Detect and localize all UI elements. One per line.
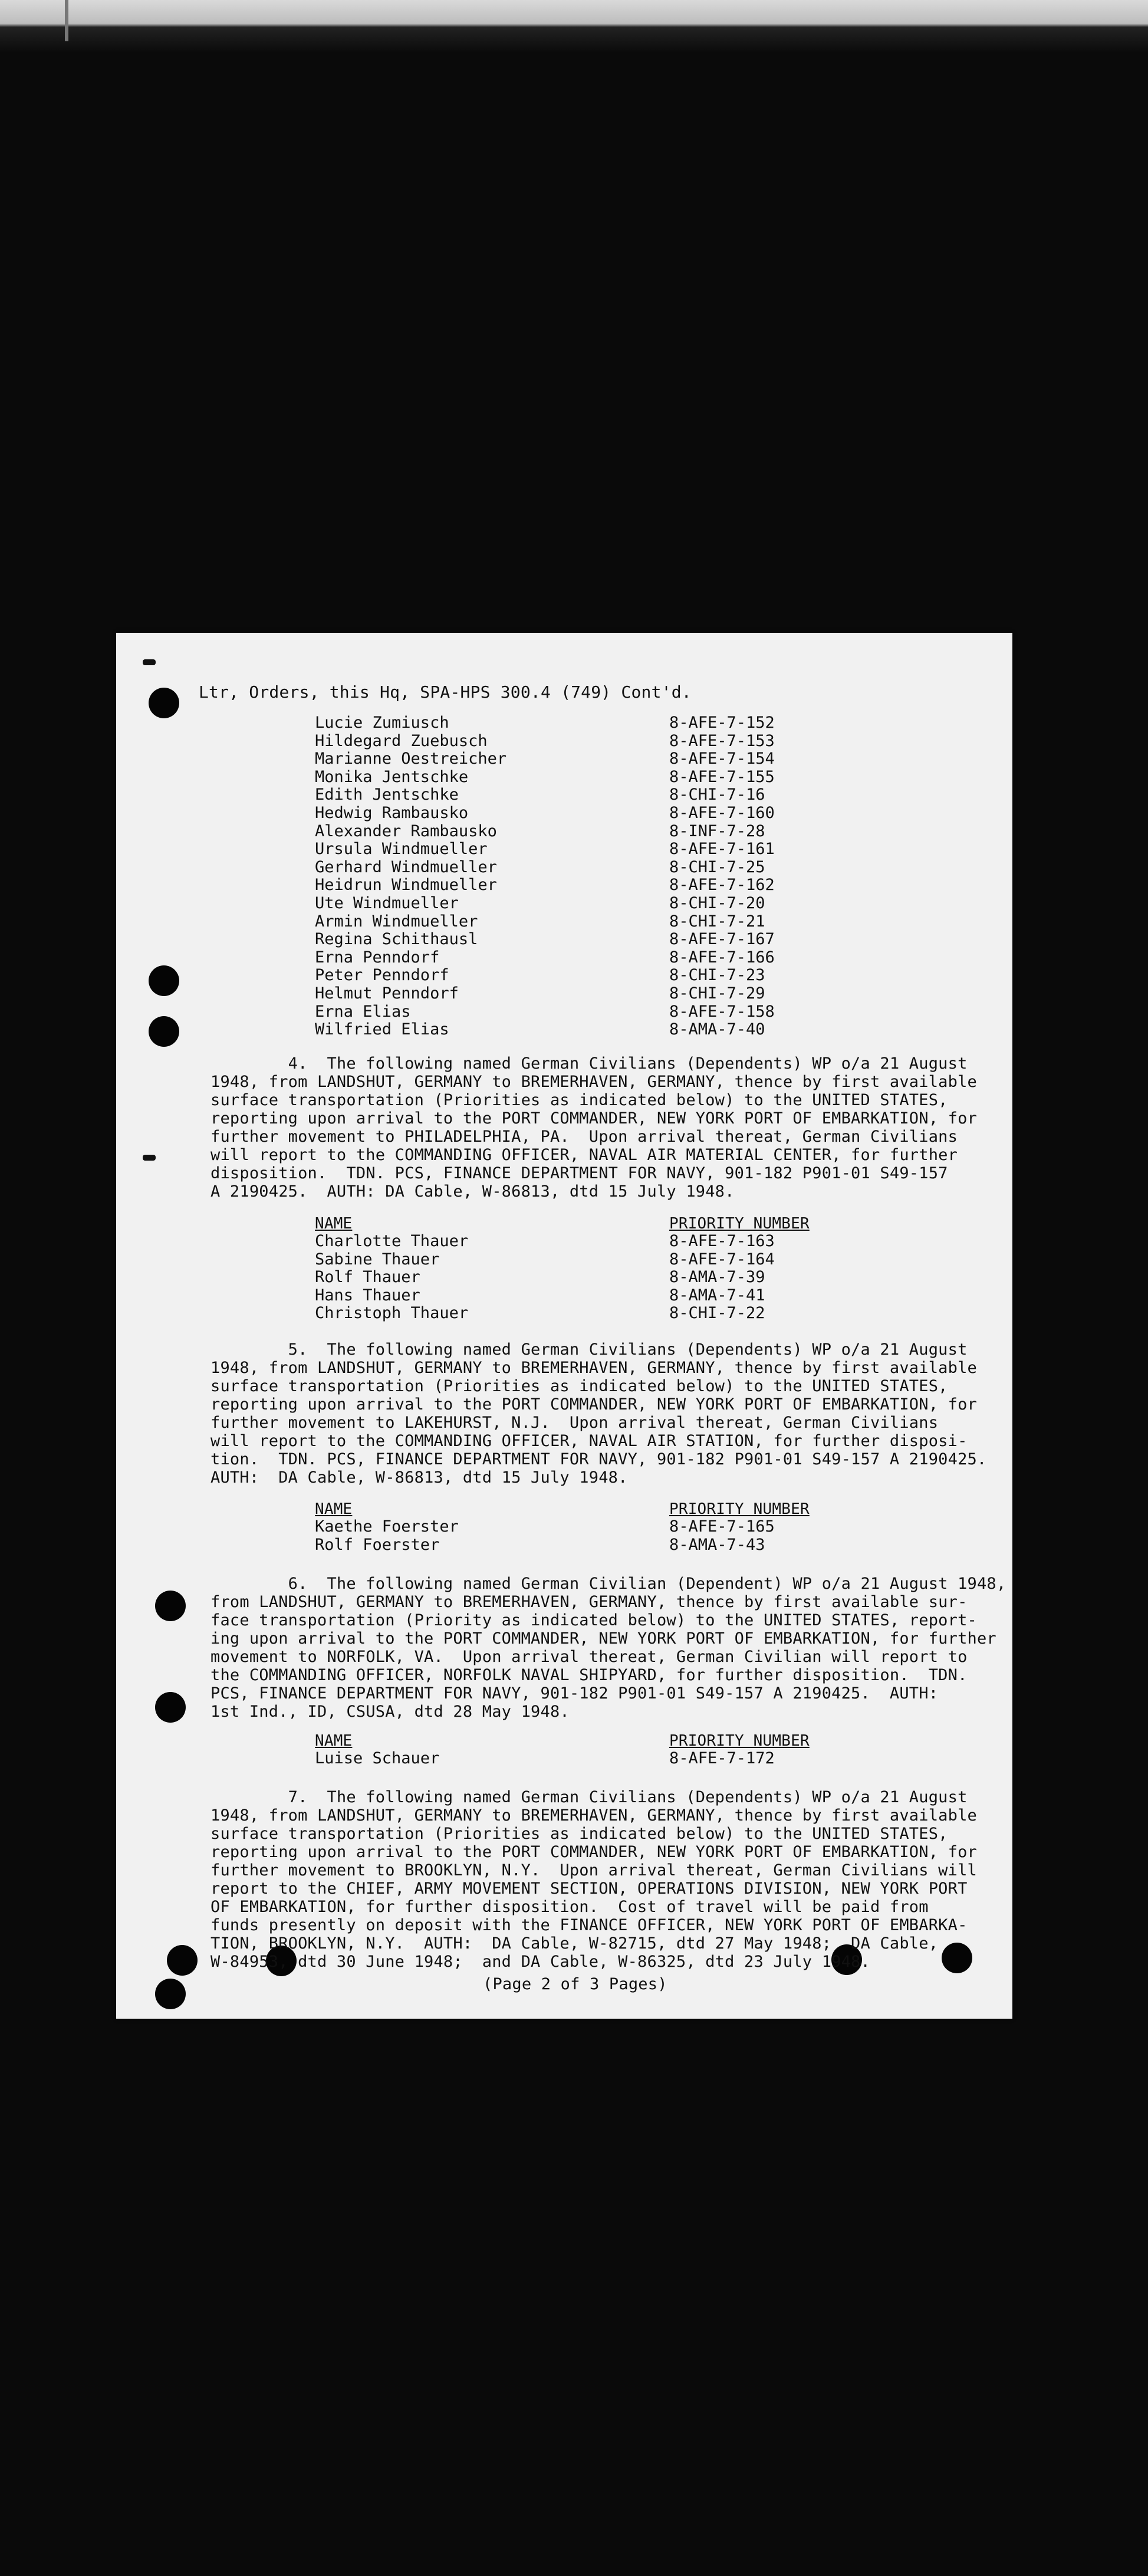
list-item-name: Luise Schauer [315, 1749, 440, 1767]
punch-hole [149, 688, 179, 718]
para6-names [315, 1750, 439, 1768]
para5-line: further movement to LAKEHURST, N.J. Upon arrival thereat, German Civilians [210, 1414, 939, 1432]
para7-line: report to the CHIEF, ARMY MOVEMENT SECTION, OPERATIONS DIVISION, NEW YORK PORT [210, 1880, 968, 1898]
column-header-priority: PRIORITY NUMBER [669, 1215, 810, 1233]
list-item-number: 8-CHI-7-21 [669, 912, 765, 931]
list-item-number: 8-CHI-7-25 [669, 857, 765, 876]
list-item-name: Marianne Oestreicher [315, 750, 507, 768]
list-item-number: 8-INF-7-28 [669, 822, 765, 840]
list-item-name: Alexander Rambausko [315, 822, 497, 840]
para6-line: PCS, FINANCE DEPARTMENT FOR NAVY, 901-182 P901-01 S49-157 A 2190425. AUTH: [210, 1684, 939, 1703]
list-item-name: Ute Windmueller [315, 893, 459, 912]
column-header-name: NAME [315, 1732, 353, 1750]
list-item-number: 8-CHI-7-23 [669, 966, 765, 985]
column-header-priority: PRIORITY NUMBER [669, 1500, 810, 1518]
list-item-number: 8-AFE-7-166 [669, 948, 775, 967]
column-header-name: NAME [315, 1215, 353, 1233]
list1-names [315, 714, 506, 1039]
list-item-number: 8-AFE-7-155 [669, 767, 775, 786]
para4-line: disposition. TDN. PCS, FINANCE DEPARTMENT FOR NAVY, 901-182 P901-01 S49-157 [210, 1164, 948, 1182]
para4-line: reporting upon arrival to the PORT COMMANDER, NEW YORK PORT OF EMBARKATION, for [210, 1109, 977, 1128]
list-item-name: Hans Thauer [315, 1286, 420, 1305]
list-item-number: 8-AMA-7-43 [669, 1535, 765, 1554]
document-header: Ltr, Orders, this Hq, SPA-HPS 300.4 (749) Cont'd. [199, 682, 692, 702]
para5-line: AUTH: DA Cable, W-86813, dtd 15 July 1948. [210, 1468, 628, 1487]
para4-line: further movement to PHILADELPHIA, PA. Upon arrival thereat, German Civilians [210, 1128, 958, 1146]
list-item-number: 8-AFE-7-164 [669, 1250, 775, 1269]
para4-numbers [669, 1233, 775, 1323]
list-item-name: Kaethe Foerster [315, 1517, 459, 1536]
punch-hole [149, 1016, 179, 1047]
para4-line: will report to the COMMANDING OFFICER, NAVAL AIR MATERIAL CENTER, for further [210, 1146, 958, 1164]
list-item-number: 8-CHI-7-20 [669, 893, 765, 912]
margin-mark [143, 659, 156, 665]
list-item-name: Hedwig Rambausko [315, 803, 469, 822]
para6-line: ing upon arrival to the PORT COMMANDER, NEW YORK PORT OF EMBARKATION, for further [210, 1629, 996, 1648]
para5-names [315, 1518, 459, 1554]
list-item-name: Wilfried Elias [315, 1020, 449, 1039]
list1-numbers [669, 714, 775, 1039]
film-edge-mark [65, 0, 68, 41]
list-item-name: Edith Jentschke [315, 786, 459, 804]
list-item-name: Christoph Thauer [315, 1304, 469, 1323]
para7-line: 1948, from LANDSHUT, GERMANY to BREMERHAVEN, GERMANY, thence by first available [210, 1806, 977, 1825]
para6-line: 6. The following named German Civilian (Dependent) WP o/a 21 August 1948, [210, 1575, 1006, 1593]
para5-line: 5. The following named German Civilians (Dependents) WP o/a 21 August [210, 1340, 968, 1359]
para7-line: reporting upon arrival to the PORT COMMANDER, NEW YORK PORT OF EMBARKATION, for [210, 1843, 977, 1861]
para4-names [315, 1233, 468, 1323]
list-item-number: 8-AMA-7-39 [669, 1268, 765, 1287]
list-item-number: 8-AFE-7-162 [669, 876, 775, 895]
para5-line: reporting upon arrival to the PORT COMMANDER, NEW YORK PORT OF EMBARKATION, for [210, 1395, 977, 1414]
list-item-number: 8-CHI-7-16 [669, 786, 765, 804]
list-item-name: Helmut Penndorf [315, 984, 459, 1003]
para7-line: W-84953, dtd 30 June 1948; and DA Cable, W-86325, dtd 23 July 1948. [210, 1953, 870, 1971]
punch-hole [167, 1945, 198, 1976]
para5-line: tion. TDN. PCS, FINANCE DEPARTMENT FOR NAVY, 901-182 P901-01 S49-157 A 2190425. [210, 1450, 987, 1468]
column-header-name: NAME [315, 1500, 353, 1518]
para5-line: surface transportation (Priorities as indicated below) to the UNITED STATES, [210, 1377, 948, 1395]
punch-hole [149, 965, 179, 996]
list-item-number: 8-AFE-7-161 [669, 840, 775, 859]
para6-line: the COMMANDING OFFICER, NORFOLK NAVAL SHIPYARD, for further disposition. TDN. [210, 1666, 968, 1684]
para5-numbers [669, 1518, 775, 1554]
punch-hole [155, 1591, 186, 1621]
list-item-number: 8-AFE-7-154 [669, 750, 775, 768]
list-item-name: Charlotte Thauer [315, 1232, 469, 1250]
list-item-name: Gerhard Windmueller [315, 857, 497, 876]
para6-numbers [669, 1750, 775, 1768]
list-item-name: Rolf Thauer [315, 1268, 420, 1287]
list-item-number: 8-CHI-7-29 [669, 984, 765, 1003]
document-page [116, 633, 1012, 2019]
para7-line: funds presently on deposit with the FINANCE OFFICER, NEW YORK PORT OF EMBARKA- [210, 1916, 968, 1934]
para4-line: surface transportation (Priorities as indicated below) to the UNITED STATES, [210, 1091, 948, 1109]
punch-hole [155, 1692, 186, 1723]
list-item-number: 8-AMA-7-41 [669, 1286, 765, 1305]
list-item-name: Lucie Zumiusch [315, 714, 449, 732]
para5-line: 1948, from LANDSHUT, GERMANY to BREMERHAVEN, GERMANY, thence by first available [210, 1359, 977, 1377]
para6-line: movement to NORFOLK, VA. Upon arrival thereat, German Civilian will report to [210, 1648, 968, 1666]
list-item-name: Monika Jentschke [315, 767, 469, 786]
para4-line: 4. The following named German Civilians (Dependents) WP o/a 21 August [210, 1054, 968, 1073]
margin-mark [143, 1155, 156, 1161]
list-item-name: Erna Elias [315, 1002, 411, 1021]
para7-line: TION, BROOKLYN, N.Y. AUTH: DA Cable, W-82715, dtd 27 May 1948; DA Cable, [210, 1934, 939, 1953]
para5-line: will report to the COMMANDING OFFICER, NAVAL AIR STATION, for further disposi- [210, 1432, 968, 1450]
para7-line: 7. The following named German Civilians (Dependents) WP o/a 21 August [210, 1788, 968, 1806]
list-item-number: 8-AFE-7-167 [669, 930, 775, 949]
list-item-number: 8-AFE-7-158 [669, 1002, 775, 1021]
page-footer: (Page 2 of 3 Pages) [483, 1975, 667, 1993]
list-item-name: Regina Schithausl [315, 930, 478, 949]
list-item-number: 8-AFE-7-160 [669, 803, 775, 822]
list-item-name: Sabine Thauer [315, 1250, 440, 1269]
list-item-number: 8-AFE-7-153 [669, 731, 775, 750]
list-item-number: 8-AFE-7-165 [669, 1517, 775, 1536]
para4-line: 1948, from LANDSHUT, GERMANY to BREMERHAVEN, GERMANY, thence by first available [210, 1073, 977, 1091]
list-item-name: Rolf Foerster [315, 1535, 440, 1554]
list-item-number: 8-AFE-7-172 [669, 1749, 775, 1767]
list-item-name: Ursula Windmueller [315, 840, 488, 859]
list-item-name: Erna Penndorf [315, 948, 440, 967]
para7-line: OF EMBARKATION, for further disposition. Cost of travel will be paid from [210, 1898, 929, 1916]
list-item-name: Heidrun Windmueller [315, 876, 497, 895]
list-item-number: 8-AFE-7-152 [669, 714, 775, 732]
list-item-number: 8-AMA-7-40 [669, 1020, 765, 1039]
list-item-number: 8-CHI-7-22 [669, 1304, 765, 1323]
para6-line: from LANDSHUT, GERMANY to BREMERHAVEN, GERMANY, thence by first available sur- [210, 1593, 968, 1611]
para4-line: A 2190425. AUTH: DA Cable, W-86813, dtd 15 July 1948. [210, 1182, 735, 1201]
list-item-name: Peter Penndorf [315, 966, 449, 985]
punch-hole [155, 1979, 186, 2009]
para6-line: face transportation (Priority as indicated below) to the UNITED STATES, report- [210, 1611, 977, 1629]
list-item-name: Armin Windmueller [315, 912, 478, 931]
para7-line: surface transportation (Priorities as indicated below) to the UNITED STATES, [210, 1825, 948, 1843]
list-item-name: Hildegard Zuebusch [315, 731, 488, 750]
punch-hole [942, 1943, 972, 1973]
list-item-number: 8-AFE-7-163 [669, 1232, 775, 1250]
para7-line: further movement to BROOKLYN, N.Y. Upon arrival thereat, German Civilians will [210, 1861, 977, 1880]
para6-line: 1st Ind., ID, CSUSA, dtd 28 May 1948. [210, 1703, 570, 1721]
film-top-edge [0, 0, 1148, 53]
column-header-priority: PRIORITY NUMBER [669, 1732, 810, 1750]
